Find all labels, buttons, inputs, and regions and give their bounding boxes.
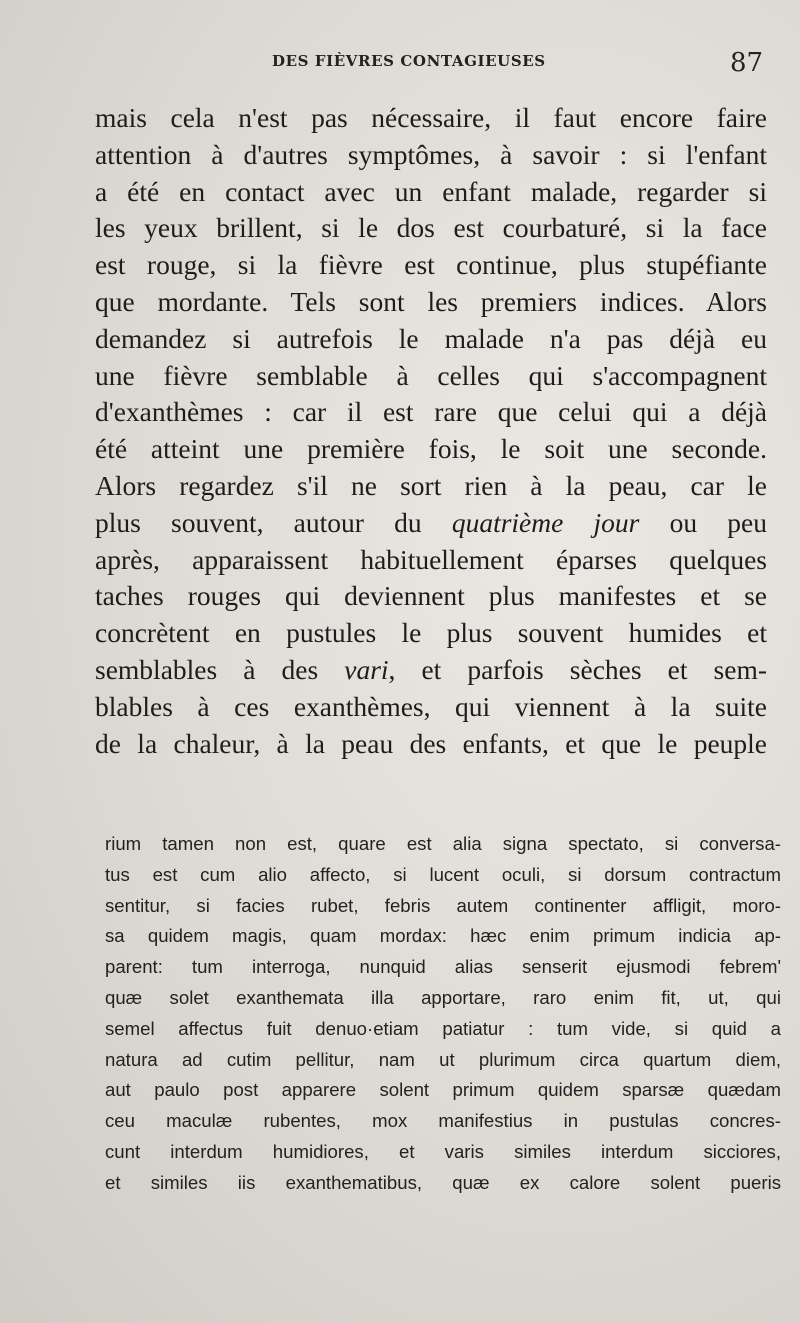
text-line: demandez si autrefois le malade n'a pas déjà eu [95,322,767,354]
text-segment: plus souvent, autour du [95,506,452,538]
text-line: aut paulo post apparere solent primum quidem sparsæ quædam [105,1079,781,1101]
french-translation-text [95,100,767,762]
text-segment: semblables à des [95,653,345,685]
text-line: est rouge, si la fièvre est continue, plus stupéfiante [95,249,767,281]
text-line: ceu maculæ rubentes, mox manifestius in pustulas concres- [105,1110,781,1132]
text-line: blables à ces exanthèmes, qui viennent à la suite [95,690,767,722]
text-line: cunt interdum humidiores, et varis similes interdum sicciores, [105,1140,781,1162]
italic-term: quatrième jour [451,506,640,538]
italic-term: vari [344,653,389,685]
latin-original-text [105,829,781,1199]
text-line: parent: tum interroga, nunquid alias senserit ejusmodi febrem' [105,956,781,978]
page-number: 87 [730,48,764,78]
text-line: mais cela n'est pas nécessaire, il faut encore faire [95,102,767,133]
text-line-with-italic [95,505,767,542]
text-line: taches rouges qui deviennent plus manifestes et se [95,580,767,612]
running-title: DES FIÈVRES CONTAGIEUSES [272,52,546,70]
text-line: semel affectus fuit denuo·etiam patiatur : tum vide, si quid a [105,1017,781,1039]
text-line: après, apparaissent habituellement éparses quelques [95,543,767,575]
text-line: quæ solet exanthemata illa apportare, raro enim fit, ut, qui [105,986,781,1008]
text-line: et similes iis exanthematibus, quæ ex calore solent pueris [105,1171,781,1193]
text-line-with-italic [95,652,767,689]
text-line: rium tamen non est, quare est alia signa spectato, si conversa- [105,833,781,854]
text-line: sentitur, si facies rubet, febris autem continenter affligit, moro- [105,894,781,916]
text-line: attention à d'autres symptômes, à savoir : si l'enfant [95,138,767,170]
text-line: que mordante. Tels sont les premiers indices. Alors [95,285,767,317]
text-line: de la chaleur, à la peau des enfants, et que le peuple [95,727,767,759]
text-line: été atteint une première fois, le soit une seconde. [95,433,767,465]
text-segment: ou peu [639,506,767,538]
text-line: d'exanthèmes : car il est rare que celui qui a déjà [95,396,767,428]
text-segment: , et parfois sèches et sem- [388,653,767,685]
text-line: Alors regardez s'il ne sort rien à la peau, car le [95,469,767,501]
text-line: tus est cum alio affecto, si lucent oculi, si dorsum contractum [105,863,781,885]
text-line: a été en contact avec un enfant malade, regarder si [95,175,767,207]
text-line: sa quidem magis, quam mordax: hæc enim primum indicia ap- [105,925,781,947]
text-line: concrètent en pustules le plus souvent humides et [95,617,767,649]
text-line: les yeux brillent, si le dos est courbaturé, si la face [95,212,767,244]
text-line: une fièvre semblable à celles qui s'accompagnent [95,359,767,391]
text-line: natura ad cutim pellitur, nam ut plurimum circa quartum diem, [105,1048,781,1070]
